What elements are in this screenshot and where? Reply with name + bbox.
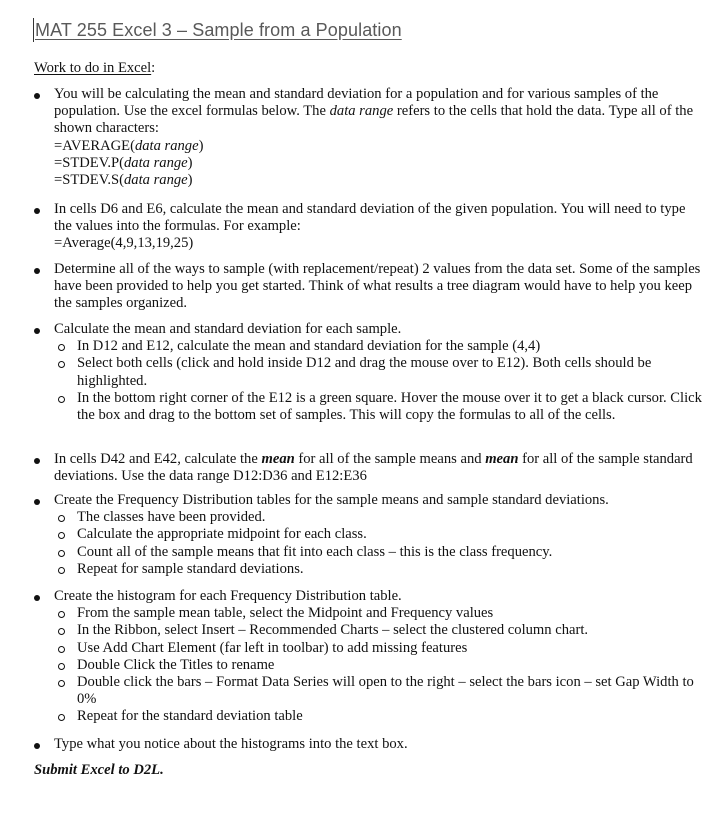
formula-arg: data range — [124, 172, 188, 189]
submit-note: Submit Excel to D2L. — [34, 762, 164, 778]
formula-close: ) — [187, 154, 193, 171]
instruction-sample-stats — [54, 321, 706, 424]
instruction-text: Create the Frequency Distribution tables for the sample means and sample standard deviations. — [54, 492, 609, 508]
formula-stdev-p — [54, 155, 706, 172]
text-run: You will be calculating the mean and standard deviation for a population and for various samples of the population. Use the excel formulas below. The — [54, 86, 659, 120]
text-run: for all of the sample standard deviations. Use the data range D12:D36 and E12:E36 — [54, 451, 693, 485]
instruction-text — [54, 451, 706, 485]
text-run: for all of the sample means and — [294, 451, 486, 467]
formula-fn: =AVERAGE( — [54, 137, 135, 154]
instruction-text: Calculate the mean and standard deviation for each sample. — [54, 321, 402, 337]
instruction-population — [54, 201, 706, 253]
formula-fn: =STDEV.P( — [54, 154, 124, 171]
instruction-notice — [54, 736, 706, 753]
sub-item: Count all of the sample means that fit into each class – this is the class frequency. — [54, 544, 706, 561]
sub-list — [54, 605, 706, 725]
sub-item: In the bottom right corner of the E12 is a green square. Hover the mouse over it to get a black cursor. Click the box and drag to the bottom set of samples. This will copy the formulas to all of the cells. — [54, 390, 706, 424]
instruction-text: Type what you notice about the histograms into the text box. — [54, 736, 408, 752]
emphasis-mean: mean — [485, 451, 519, 467]
formula-average — [54, 138, 706, 155]
sub-item: In the Ribbon, select Insert – Recommended Charts – select the clustered column chart. — [54, 622, 706, 639]
text-run: In cells D42 and E42, calculate the — [54, 451, 262, 467]
formula-arg: data range — [124, 154, 188, 171]
instruction-frequency-tables — [54, 492, 706, 578]
sub-item: Repeat for the standard deviation table — [54, 708, 706, 725]
formula-close: ) — [198, 137, 204, 154]
work-heading — [34, 60, 155, 77]
sub-item: Repeat for sample standard deviations. — [54, 561, 706, 578]
work-heading-text: Work to do in Excel — [34, 60, 152, 76]
instruction-text — [54, 86, 706, 138]
formula-arg: data range — [134, 137, 199, 154]
sub-list — [54, 509, 706, 578]
instruction-mean-of-means — [54, 451, 706, 485]
sub-item: The classes have been provided. — [54, 509, 706, 526]
document-title: MAT 255 Excel 3 – Sample from a Population — [35, 20, 402, 40]
sub-item: Calculate the appropriate midpoint for each class. — [54, 526, 706, 543]
sub-item: Select both cells (click and hold inside D12 and drag the mouse over to E12). Both cells should be highlighted. — [54, 355, 706, 389]
formula-fn: =STDEV.S( — [54, 172, 124, 189]
sub-list — [54, 338, 706, 424]
instruction-sampling — [54, 261, 706, 313]
sub-item: Double click the bars – Format Data Series will open to the right – select the bars icon – set Gap Width to 0% — [54, 674, 706, 708]
emphasis-mean: mean — [261, 451, 295, 467]
text-cursor — [33, 18, 34, 42]
sub-item: In D12 and E12, calculate the mean and standard deviation for the sample (4,4) — [54, 338, 706, 355]
sub-item: From the sample mean table, select the Midpoint and Frequency values — [54, 605, 706, 622]
data-range-term: data range — [329, 103, 394, 120]
sub-item: Use Add Chart Element (far left in toolbar) to add missing features — [54, 640, 706, 657]
formula-close: ) — [187, 172, 193, 189]
instruction-histogram — [54, 588, 706, 726]
instruction-text: Determine all of the ways to sample (with replacement/repeat) 2 values from the data set. Some of the samples have been provided to help you get started. Think of what results a tree diagram would have to help you keep the samples organized. — [54, 261, 701, 312]
instruction-text: In cells D6 and E6, calculate the mean and standard deviation of the given population. You will need to type the values into the formulas. For example: — [54, 201, 686, 235]
instruction-formulas — [54, 86, 706, 189]
sub-item: Double Click the Titles to rename — [54, 657, 706, 674]
formula-stdev-s — [54, 172, 706, 189]
text-run: refers to the cells that hold the data. Type all of the shown characters: — [54, 103, 694, 137]
formula-example: =Average(4,9,13,19,25) — [54, 235, 194, 252]
instruction-text: Create the histogram for each Frequency Distribution table. — [54, 588, 402, 604]
work-heading-colon: : — [151, 60, 156, 76]
